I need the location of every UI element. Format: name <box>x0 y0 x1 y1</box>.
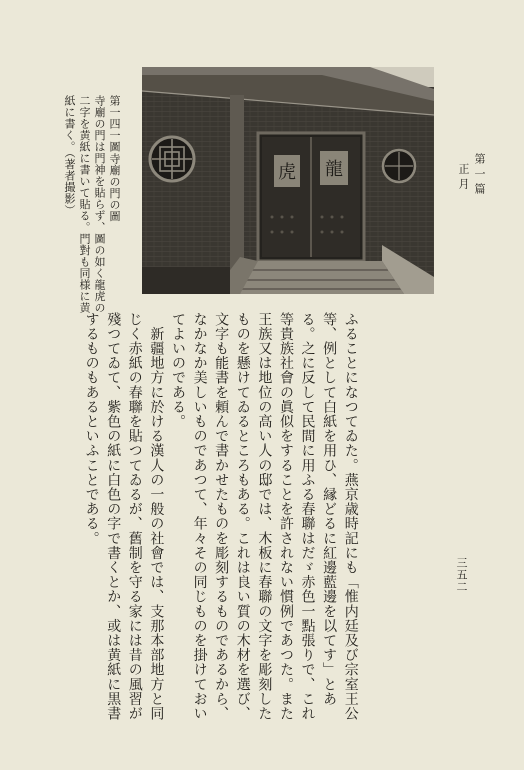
running-header <box>455 153 487 198</box>
caption-line: 二字を黄紙に書いて貼る。門對も同様に黄 <box>78 95 91 314</box>
caption-line: 紙に書く。（著者撮影） <box>63 95 76 216</box>
text-line: 王族又は地位の高い人の邸では、木板に春聯の文字を彫刻した <box>256 312 273 721</box>
text-line: 等、例として白紙を用ひ、縁どるに紅邊藍邊を以てす」とあ <box>321 312 338 707</box>
text-line: 新疆地方に於ける漢人の一般の社會では、支那本部地方と同 <box>148 312 165 721</box>
chapter-title: 第一篇 <box>473 153 486 198</box>
photo-character-dragon: 龍 <box>325 159 343 180</box>
text-line: するものもあるといふことである。 <box>83 312 100 546</box>
section-title: 正月 <box>457 163 470 193</box>
text-line: てよいのである。 <box>169 312 186 429</box>
text-line: ふることになつてゐた。燕京歳時記にも「惟内廷及び宗室王公 <box>342 312 359 721</box>
text-line: 等貴族社會の眞似をすることを許されない慣例であつた。また <box>277 312 294 721</box>
figure-heading <box>107 95 122 295</box>
text-line: 文字も能書を頼んで書かせたものを彫刻するものであるから、 <box>213 312 230 721</box>
body-text <box>80 312 361 742</box>
text-line: る。之に反して民間に用ふる春聯はだゞ赤色一點張りで、これ <box>299 312 316 721</box>
text-line: なかなか美しいものであつて、年々その同じものを掛けておい <box>191 312 208 721</box>
caption-line: 寺廟の門は門神を貼らず、圖の如く龍虎の <box>93 95 106 314</box>
text-line: じく赤紙の春聯を貼つてゐるが、舊制を守る家には昔の風習が <box>126 312 143 721</box>
figure-label: 第一四一圖 <box>108 95 121 153</box>
text-line: 殘つてゐて、紫色の紙に白色の字で書くとか、或は黄紙に黒書 <box>105 312 122 721</box>
figure-caption <box>62 95 122 314</box>
photo-character-tiger: 虎 <box>278 162 296 183</box>
temple-gate-photo <box>142 67 434 294</box>
page-number: 三五二 <box>455 557 468 593</box>
figure-title: 寺廟の門の圖 <box>108 152 121 222</box>
text-line: ものを懸けてゐるところもある。これは良い質の木材を選び、 <box>234 312 251 721</box>
